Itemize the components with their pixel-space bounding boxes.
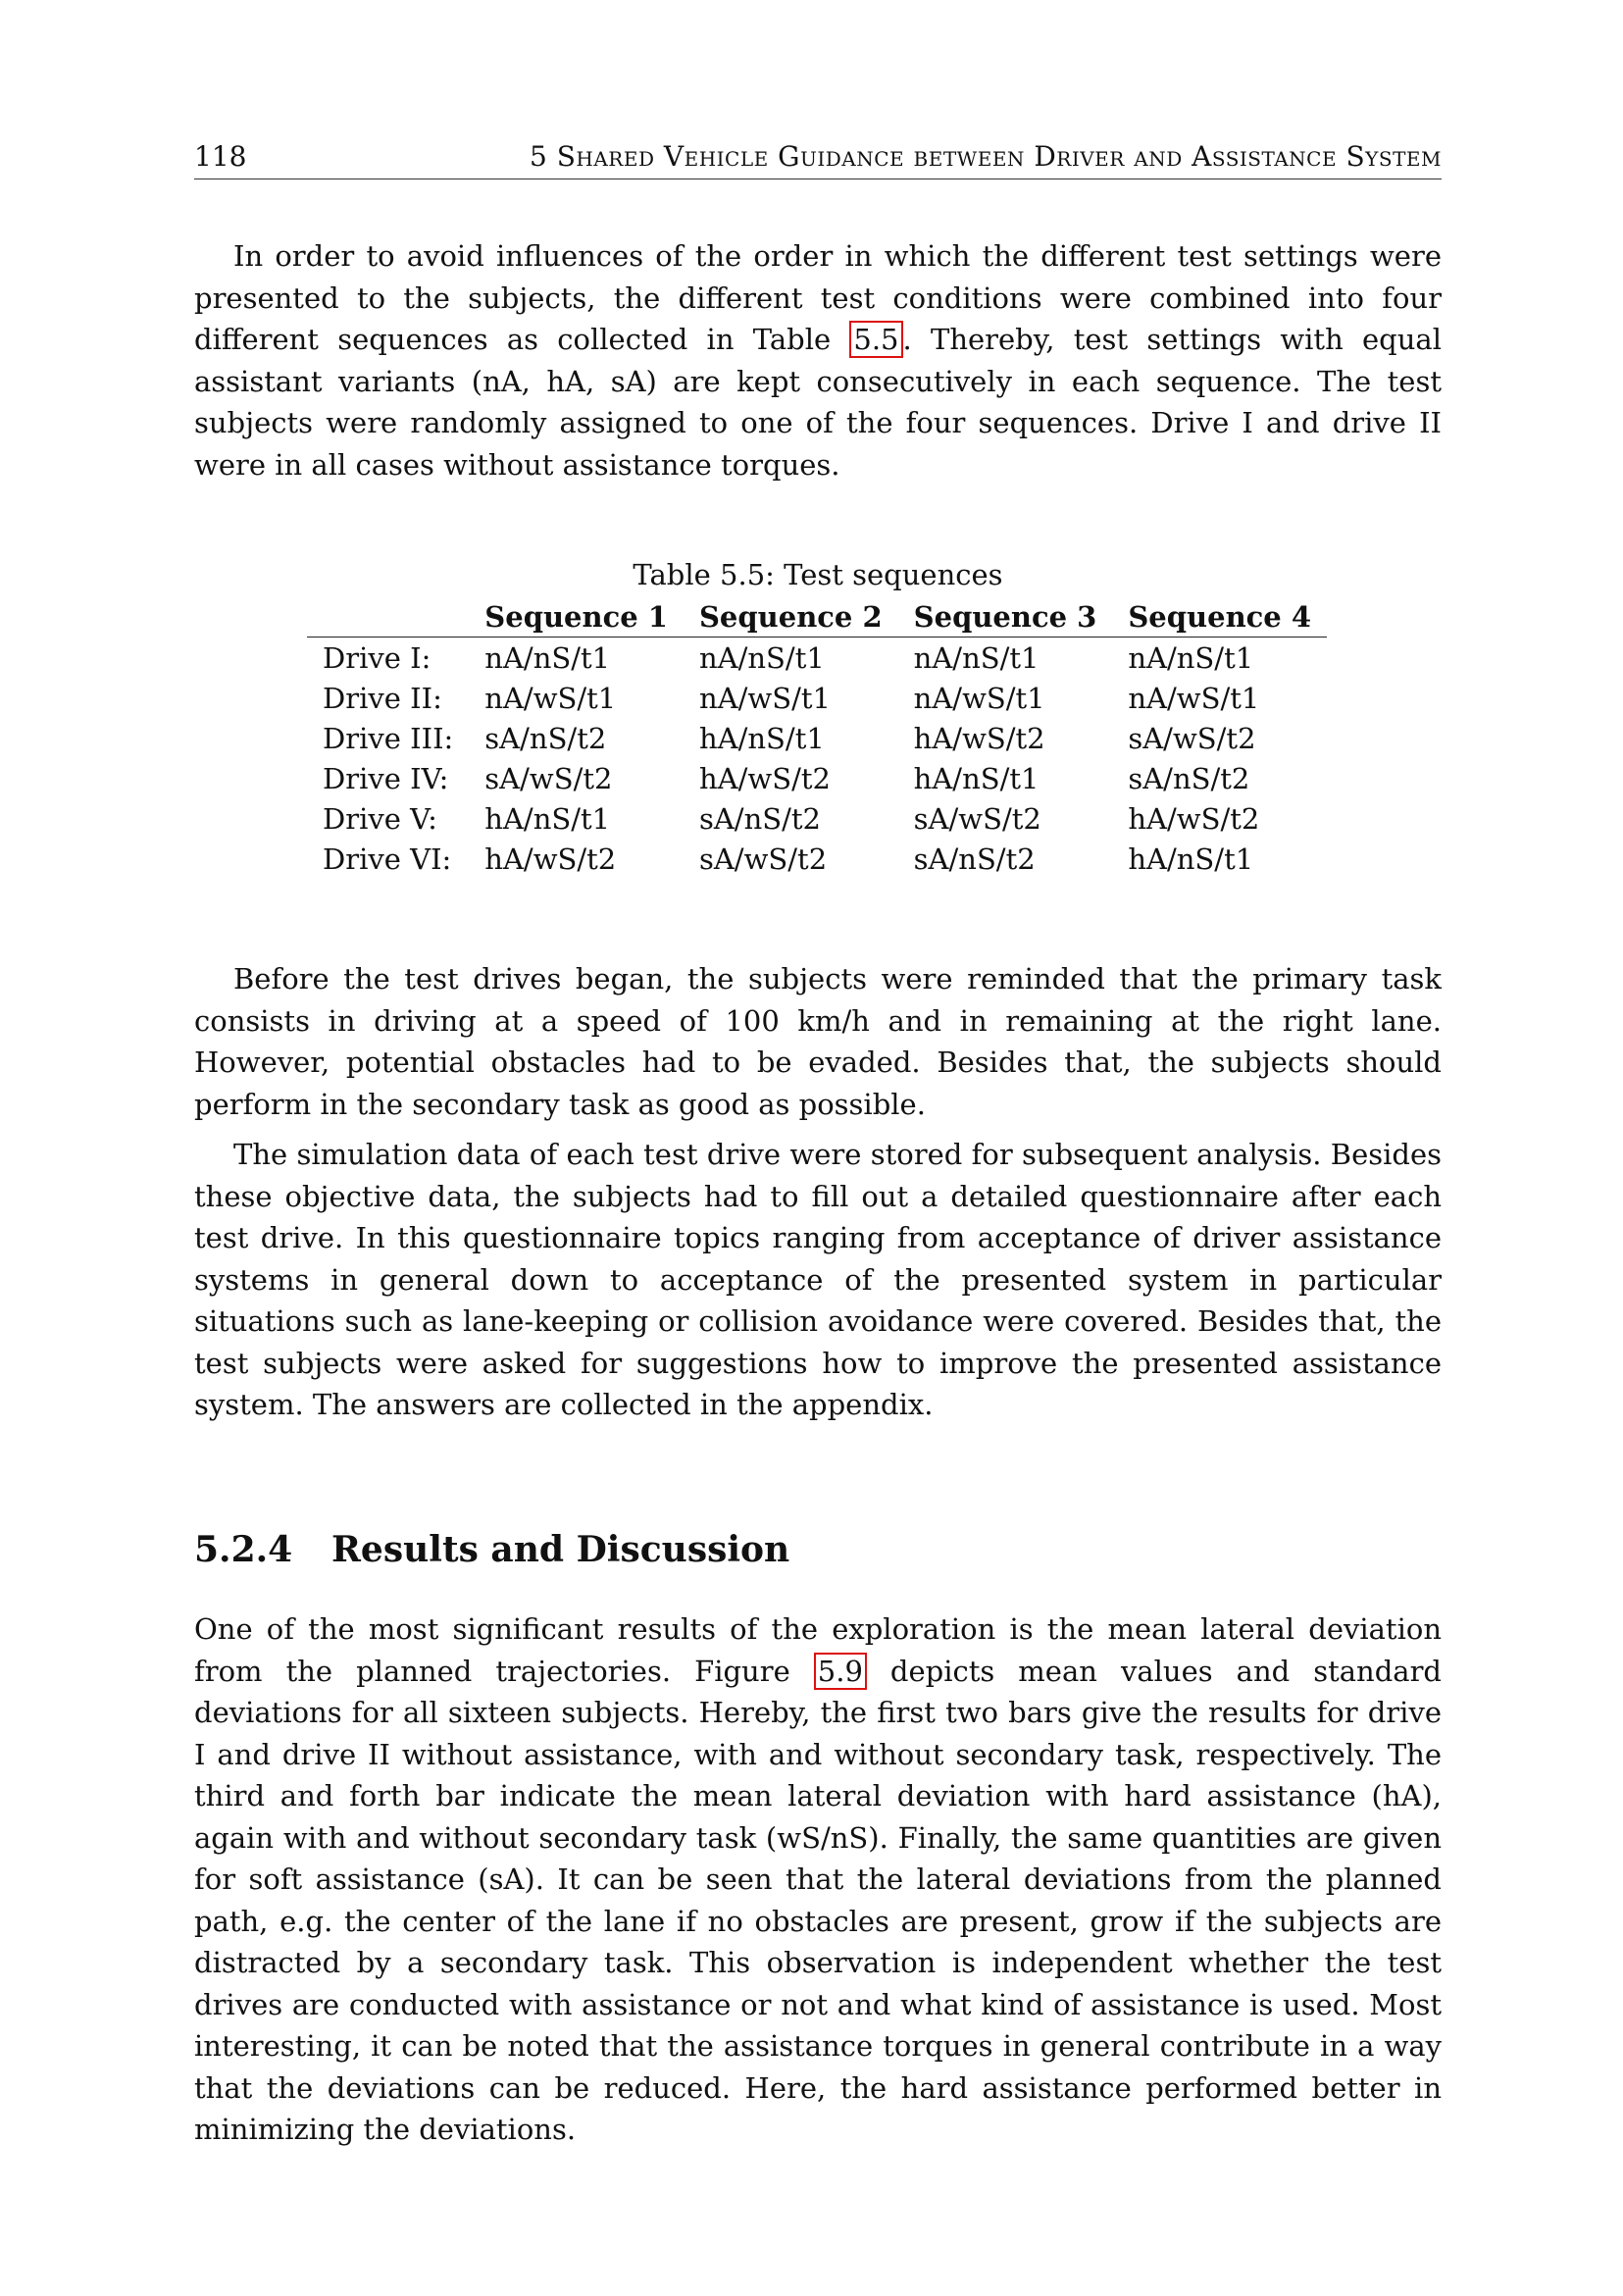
paragraph-intro <box>194 235 1442 485</box>
paragraph-test-drives: Before the test drives began, the subjects were reminded that the primary task consists in driving at a speed of 100 km/h and in remaining at the right lane. However, potential obstacles had to be evaded. Besides that, the subjects should perform in the secondary task as good as possible. <box>194 962 1442 1121</box>
table-cell: sA/wS/t2 <box>913 801 1041 836</box>
paragraph-simulation-data: The simulation data of each test drive were stored for subsequent analysis. Besides these objective data, the subjects had to fill out a detailed questionnaire after each test drive. In this questionnaire topics ranging from acceptance of driver assistance systems in general down to acceptance of the presented system in particular situations such as lane-keeping or collision avoidance were covered. Besides that, the test subjects were asked for suggestions how to improve the presented assistance system. The answers are collected in the appendix. <box>194 1138 1442 1421</box>
table-row <box>307 678 1327 718</box>
figure-reference-link[interactable]: 5.9 <box>814 1653 867 1690</box>
table-caption: Table 5.5: Test sequences <box>633 558 1003 591</box>
row-label: Drive VI: <box>323 842 452 876</box>
table-cell: hA/nS/t1 <box>1128 842 1254 876</box>
row-label: Drive III: <box>323 721 454 755</box>
section-title: Results and Discussion <box>331 1529 790 1570</box>
table-cell: nA/wS/t1 <box>913 681 1045 715</box>
table-cell: nA/wS/t1 <box>1128 681 1260 715</box>
table-cell: sA/nS/t2 <box>1128 761 1250 795</box>
table-cell: nA/nS/t1 <box>484 640 611 675</box>
table-header-cell: Sequence 1 <box>469 596 684 638</box>
paragraph-results <box>194 1608 1442 2151</box>
paragraph-text: In order to avoid influences of the order in which the different test settings were presented to the subjects, the different test conditions were combined into four different sequences as collected in Table <box>194 239 1442 356</box>
table-row <box>307 758 1327 798</box>
test-sequences-table <box>307 596 1327 879</box>
table-header-row <box>307 596 1327 638</box>
table-cell: nA/nS/t1 <box>913 640 1040 675</box>
table-header-cell: Sequence 3 <box>898 596 1113 638</box>
table-header-cell <box>307 596 469 638</box>
table-row <box>307 718 1327 758</box>
row-label: Drive I: <box>323 640 431 675</box>
table-header-cell: Sequence 4 <box>1112 596 1327 638</box>
paragraph-text: depicts mean values and standard deviations for all sixteen subjects. Hereby, the first two bars give the results for drive I and drive II without assistance, with and without secondary task, respectively. The third and forth bar indicate the mean lateral deviation with hard assistance (hA), again with and without secondary task (wS/nS). Finally, the same quantities are given for soft assistance (sA). It can be seen that the lateral deviations from the planned path, e.g. the center of the lane if no obstacles are present, grow if the subjects are distracted by a secondary task. This observation is independent whether the test drives are conducted with assistance or not and what kind of assistance is used. Most interesting, it can be noted that the assistance torques in general contribute in a way that the deviations can be reduced. Here, the hard assistance performed better in minimizing the deviations. <box>194 1654 1442 2146</box>
table-row <box>307 638 1327 679</box>
table-cell: sA/nS/t2 <box>698 801 821 836</box>
section-heading <box>194 1525 789 1574</box>
table-cell: sA/wS/t2 <box>698 842 828 876</box>
chapter-title: 5 Shared Vehicle Guidance between Driver and Assistance System <box>530 140 1442 173</box>
section-number: 5.2.4 <box>194 1529 293 1570</box>
table-cell: hA/nS/t1 <box>484 801 611 836</box>
table-cell: sA/wS/t2 <box>1128 721 1256 755</box>
table-cell: hA/nS/t1 <box>698 721 825 755</box>
page-number: 118 <box>194 140 247 173</box>
table-cell: sA/nS/t2 <box>484 721 607 755</box>
paragraph-text: . Thereby, test settings with equal assistant variants (nA, hA, sA) are kept consecutively in each sequence. The test subjects were randomly assigned to one of the four sequences. Drive I and drive II were in all cases without assistance torques. <box>194 323 1442 482</box>
table-cell: hA/wS/t2 <box>913 721 1045 755</box>
table-cell: hA/wS/t2 <box>698 761 831 795</box>
paragraph-text: One of the most significant results of the exploration is the mean lateral deviation from the planned trajectories. Figure <box>194 1612 1442 1688</box>
table-row <box>307 798 1327 839</box>
row-label: Drive IV: <box>323 761 449 795</box>
row-label: Drive V: <box>323 801 437 836</box>
running-header <box>194 135 1442 179</box>
table-cell: nA/nS/t1 <box>698 640 825 675</box>
table-cell: sA/wS/t2 <box>484 761 613 795</box>
table-header-cell: Sequence 2 <box>684 596 898 638</box>
table-cell: sA/nS/t2 <box>913 842 1036 876</box>
table-cell: hA/wS/t2 <box>1128 801 1260 836</box>
table-cell: hA/nS/t1 <box>913 761 1040 795</box>
table-cell: nA/nS/t1 <box>1128 640 1254 675</box>
table-cell: nA/wS/t1 <box>698 681 831 715</box>
table-reference-link[interactable]: 5.5 <box>849 321 902 358</box>
row-label: Drive II: <box>323 681 442 715</box>
table-cell: hA/wS/t2 <box>484 842 617 876</box>
table-row <box>307 839 1327 879</box>
table-cell: nA/wS/t1 <box>484 681 617 715</box>
